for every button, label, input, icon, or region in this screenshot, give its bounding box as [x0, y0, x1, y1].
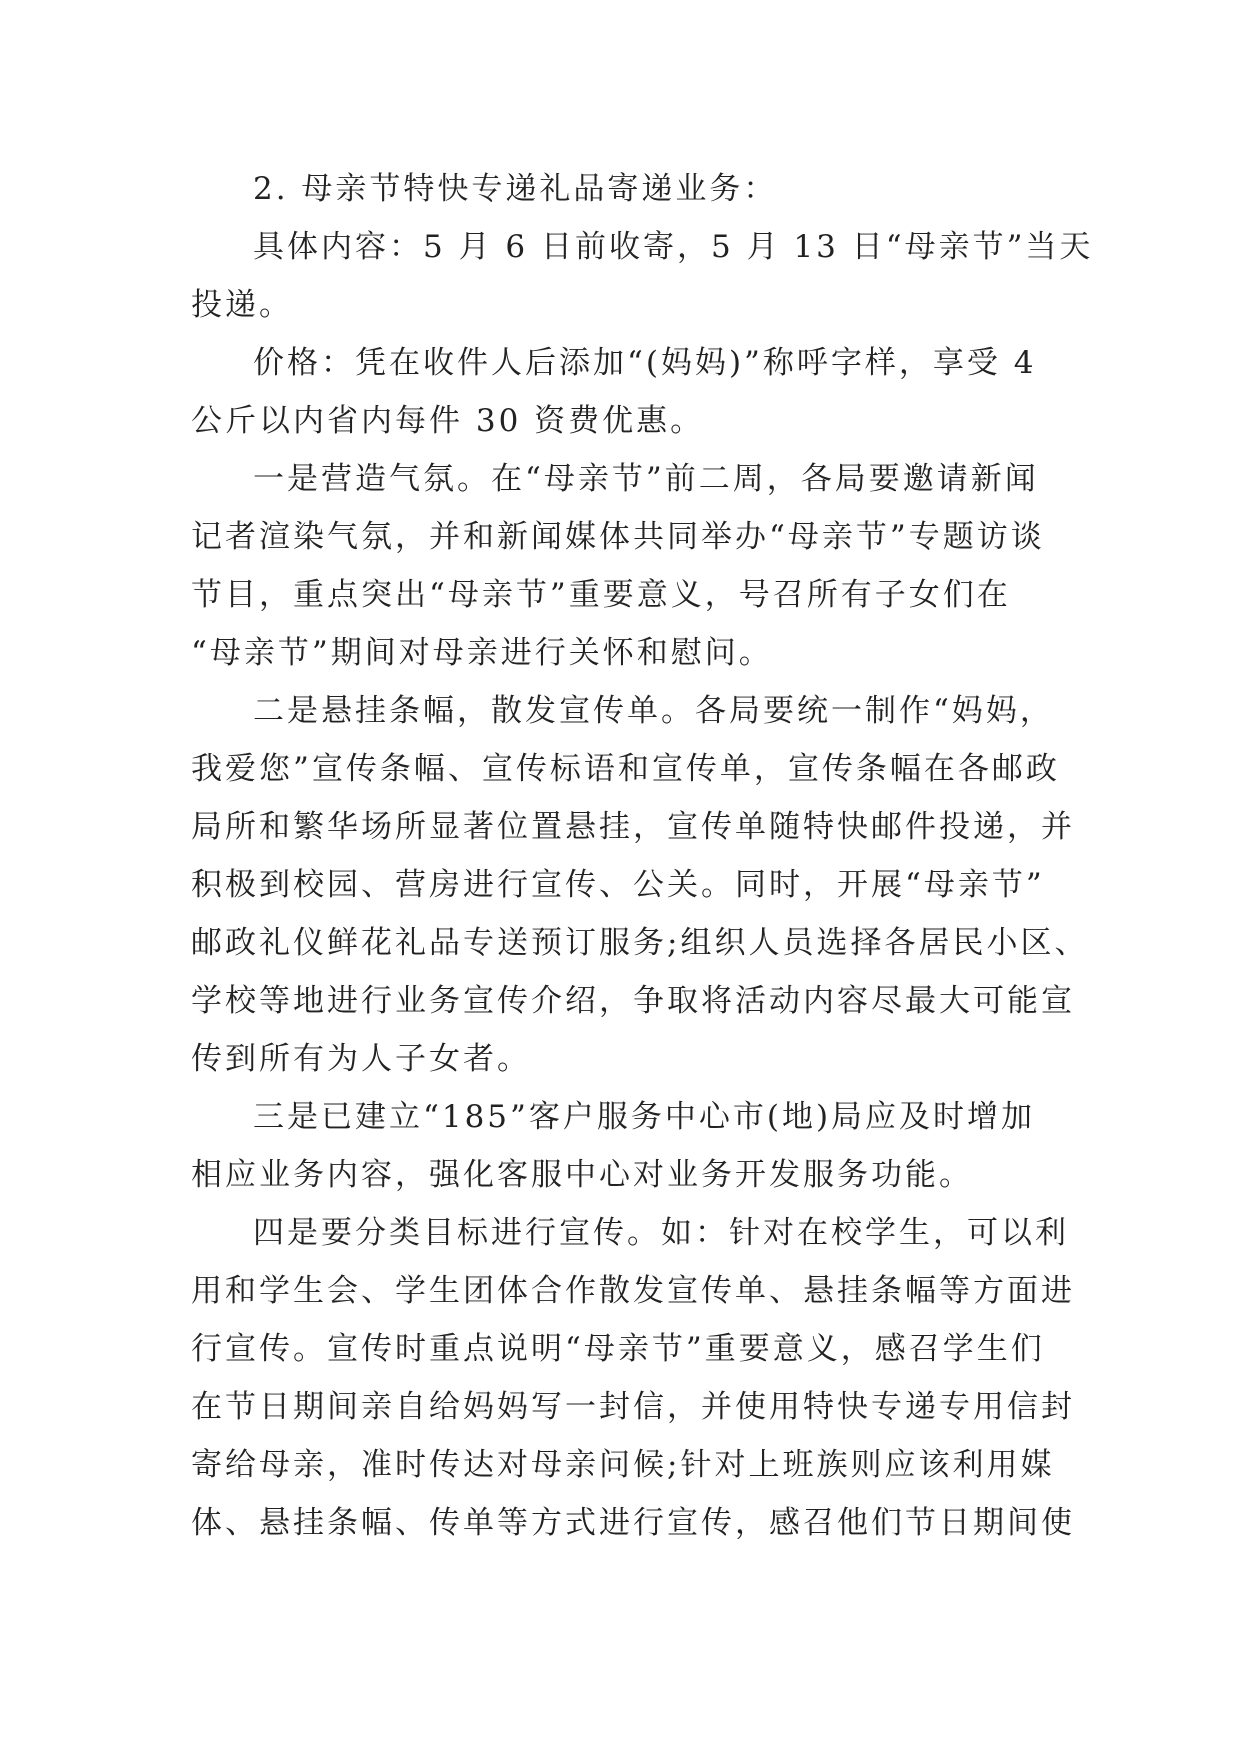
- text-line: 在节日期间亲自给妈妈写一封信，并使用特快专递专用信封: [191, 1389, 1075, 1425]
- text-line: 行宣传。宣传时重点说明“母亲节”重要意义，感召学生们: [191, 1331, 1045, 1367]
- text-line: 节目，重点突出“母亲节”重要意义，号召所有子女们在: [191, 577, 1011, 613]
- document-body: [191, 160, 1094, 1552]
- text-line: 具体内容：5 月 6 日前收寄，5 月 13 日“母亲节”当天: [253, 229, 1094, 265]
- text-line: 相应业务内容，强化客服中心对业务开发服务功能。: [191, 1157, 973, 1193]
- text-line: 一是营造气氛。在“母亲节”前二周，各局要邀请新闻: [253, 461, 1039, 497]
- text-line: 记者渲染气氛，并和新闻媒体共同举办“母亲节”专题访谈: [191, 519, 1045, 555]
- text-line: “母亲节”期间对母亲进行关怀和慰问。: [191, 635, 773, 671]
- text-line: 学校等地进行业务宣传介绍，争取将活动内容尽最大可能宣: [191, 983, 1075, 1019]
- text-line: 价格：凭在收件人后添加“(妈妈)”称呼字样，享受 4: [253, 345, 1037, 381]
- text-line: 局所和繁华场所显著位置悬挂，宣传单随特快邮件投递，并: [191, 809, 1075, 845]
- text-line: 三是已建立“185”客户服务中心市(地)局应及时增加: [253, 1099, 1036, 1135]
- text-line: 二是悬挂条幅，散发宣传单。各局要统一制作“妈妈，: [253, 693, 1054, 729]
- text-line: 投递。: [191, 287, 293, 323]
- text-line: 寄给母亲，准时传达对母亲问候;针对上班族则应该利用媒: [191, 1447, 1055, 1483]
- text-line: 体、悬挂条幅、传单等方式进行宣传，感召他们节日期间使: [191, 1505, 1075, 1541]
- text-line: 邮政礼仪鲜花礼品专送预订服务;组织人员选择各居民小区、: [191, 925, 1089, 961]
- text-line: 积极到校园、营房进行宣传、公关。同时，开展“母亲节”: [191, 867, 1045, 903]
- text-line: 我爱您”宣传条幅、宣传标语和宣传单，宣传条幅在各邮政: [191, 751, 1060, 787]
- text-line: 用和学生会、学生团体合作散发宣传单、悬挂条幅等方面进: [191, 1273, 1075, 1309]
- text-line: 2. 母亲节特快专递礼品寄递业务：: [253, 171, 778, 207]
- text-line: 四是要分类目标进行宣传。如：针对在校学生，可以利: [253, 1215, 1069, 1251]
- text-line: 公斤以内省内每件 30 资费优惠。: [191, 403, 705, 439]
- text-line: 传到所有为人子女者。: [191, 1041, 531, 1077]
